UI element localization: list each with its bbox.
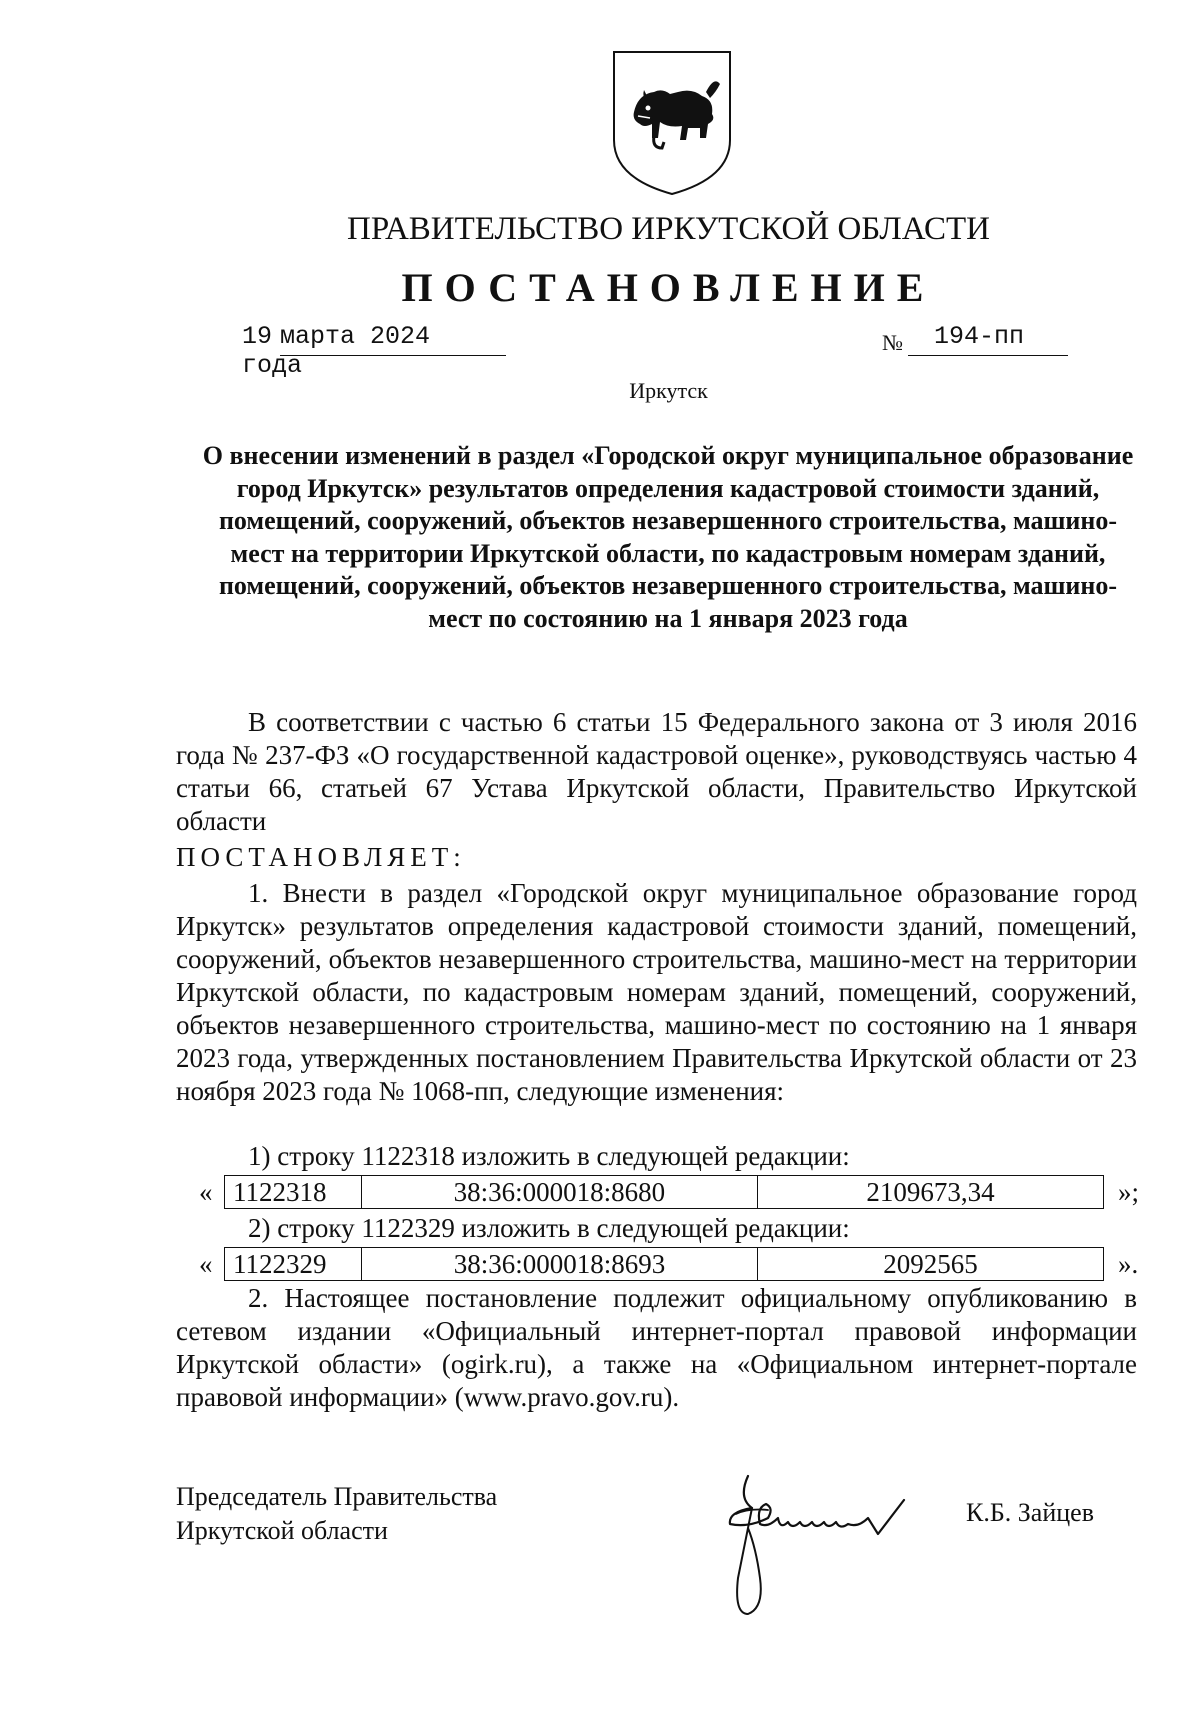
subitem-2: 2) строку 1122329 изложить в следующей редакции: <box>248 1213 850 1243</box>
preamble-paragraph <box>176 706 1137 838</box>
row-2-open-quote: « <box>199 1249 213 1279</box>
row-2-number: 1122329 <box>225 1248 362 1281</box>
signatory-position-line-1: Председатель Правительства <box>176 1482 498 1511</box>
row-2-value: 2092565 <box>758 1248 1104 1281</box>
row-2-table <box>224 1247 1104 1281</box>
date-month-year: марта 2024 года <box>242 322 431 380</box>
row-1-number: 1122318 <box>225 1176 362 1209</box>
preamble-text: В соответствии с частью 6 статьи 15 Федерального закона от 3 июля 2016 года № 237-ФЗ «О государственной кадастровой оценке», руководствуясь частью 4 статьи 66, статьей 67 Устава Иркутской области, Правительство Иркутской области <box>176 707 1137 836</box>
date-day: 19 <box>242 322 273 351</box>
document-date <box>242 322 500 380</box>
document-type: ПОСТАНОВЛЕНИЕ <box>401 265 936 310</box>
table-row <box>225 1176 1104 1209</box>
number-underline <box>908 355 1068 356</box>
item-1-text: 1. Внести в раздел «Городской округ муниципальное образование город Иркутск» результатов определения кадастровой стоимости зданий, помещений, сооружений, объектов незавершенного строительства, машино-мест на территории Иркутской области, по кадастровым номерам зданий, помещений, сооружений, объектов незавершенного строительства, машино-мест по состоянию на 1 января 2023 года, утвержденных постановлением Правительства Иркутской области от 23 ноября 2023 года № 1068-пп, следующие изменения: <box>176 878 1137 1106</box>
document-number: 194-пп <box>934 322 1025 351</box>
city: Иркутск <box>629 378 708 403</box>
row-2-cadastral-number: 38:36:000018:8693 <box>361 1248 757 1281</box>
resolves-word: ПОСТАНОВЛЯЕТ: <box>176 842 466 872</box>
handwritten-signature-icon <box>708 1468 948 1620</box>
row-2-close-quote: ». <box>1118 1249 1139 1279</box>
government-title: ПРАВИТЕЛЬСТВО ИРКУТСКОЙ ОБЛАСТИ <box>347 211 990 247</box>
number-sign: № <box>882 330 903 355</box>
row-1-cadastral-number: 38:36:000018:8680 <box>361 1176 757 1209</box>
signatory-name: К.Б. Зайцев <box>966 1498 1094 1527</box>
irkutsk-coat-of-arms-icon <box>608 48 736 198</box>
row-1-open-quote: « <box>199 1177 213 1207</box>
row-1-table <box>224 1175 1104 1209</box>
signatory-position <box>176 1480 497 1548</box>
subitem-1: 1) строку 1122318 изложить в следующей редакции: <box>248 1141 850 1171</box>
signatory-position-line-2: Иркутской области <box>176 1516 388 1545</box>
table-row <box>225 1248 1104 1281</box>
document-heading: О внесении изменений в раздел «Городской округ муниципальное образование город Иркутск» результатов определения кадастровой стоимости зданий, помещений, сооружений, объектов незавершенного строительства, машино-мест на территории Иркутской области, по кадастровым номерам зданий, помещений, сооружений, объектов незавершенного строительства, машино-мест по состоянию на 1 января 2023 года <box>202 441 1134 633</box>
date-underline <box>280 355 506 356</box>
row-1-close-quote: »; <box>1118 1177 1140 1207</box>
row-1-value: 2109673,34 <box>758 1176 1104 1209</box>
item-2-paragraph <box>176 1282 1137 1414</box>
item-2-text: 2. Настоящее постановление подлежит официальному опубликованию в сетевом издании «Официальный интернет-портал правовой информации Иркутской области» (ogirk.ru), а также на «Официальном интернет-портале правовой информации» (www.pravo.gov.ru). <box>176 1283 1137 1412</box>
item-1-paragraph <box>176 877 1137 1108</box>
